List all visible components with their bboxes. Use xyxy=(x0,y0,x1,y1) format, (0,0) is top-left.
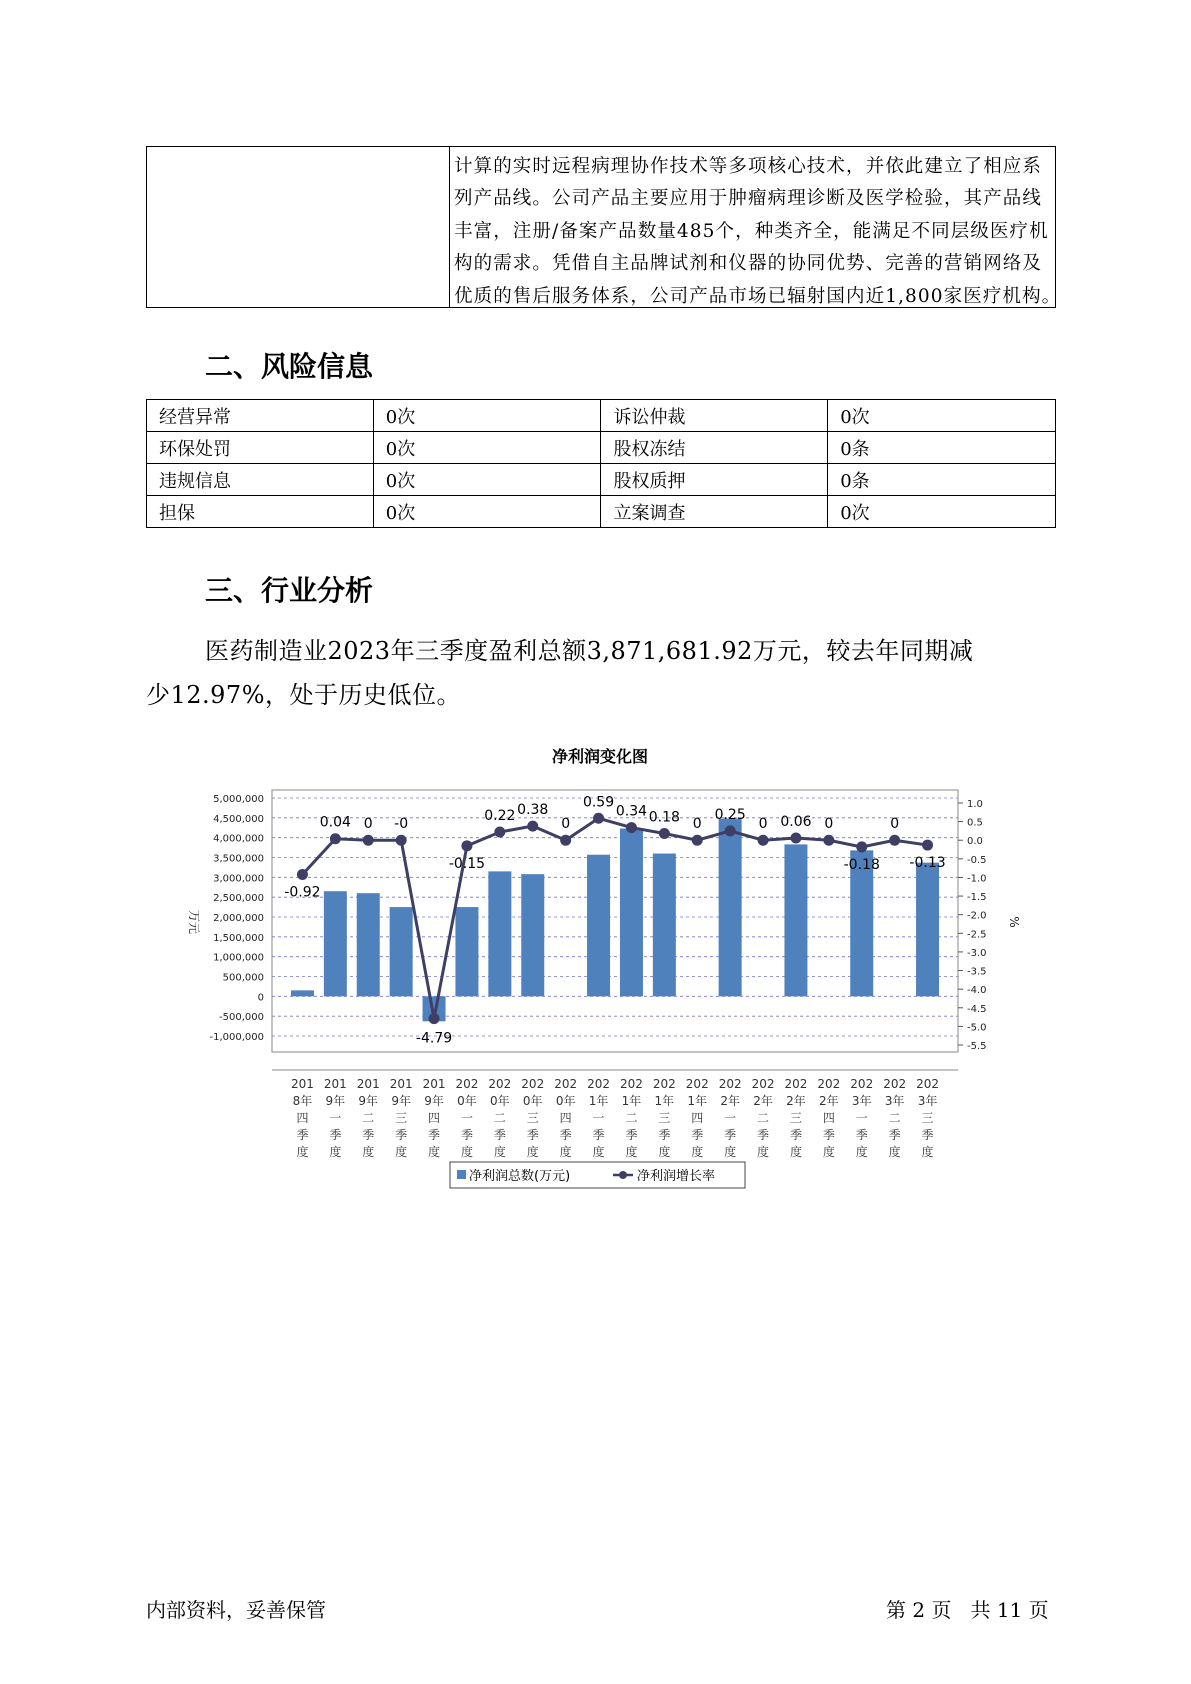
x-tick-label: 度 xyxy=(362,1145,375,1159)
bar xyxy=(488,871,511,996)
y2-tick-label: -5.0 xyxy=(967,1022,987,1034)
growth-rate-point xyxy=(659,828,670,839)
x-tick-label: 季 xyxy=(559,1128,572,1142)
growth-rate-point xyxy=(429,1013,440,1024)
x-tick-label: 度 xyxy=(658,1145,671,1159)
footer-confidential: 内部资料，妥善保管 xyxy=(146,1598,326,1622)
growth-rate-point xyxy=(330,833,341,844)
growth-rate-point xyxy=(856,841,867,852)
x-tick-label: 2年 xyxy=(819,1094,839,1108)
data-label: -0.92 xyxy=(284,884,321,901)
x-tick-label: 季 xyxy=(822,1128,835,1142)
x-tick-label: 202 xyxy=(850,1077,874,1091)
x-tick-label: 202 xyxy=(619,1077,643,1091)
bar xyxy=(324,891,347,996)
legend-line-label: 净利润增长率 xyxy=(637,1169,716,1184)
y-tick-label: 2,000,000 xyxy=(213,913,264,924)
net-profit-chart xyxy=(0,740,1191,1210)
x-tick-label: 一 xyxy=(460,1111,473,1125)
intro-label-cell xyxy=(147,147,450,307)
x-tick-label: 季 xyxy=(493,1128,506,1142)
x-tick-label: 1年 xyxy=(654,1094,675,1108)
x-tick-label: 季 xyxy=(691,1128,704,1142)
y-tick-label: 0 xyxy=(257,992,264,1004)
y2-tick-label: -5.5 xyxy=(967,1041,987,1052)
risk-heading: 二、风险信息 xyxy=(205,350,374,383)
x-tick-label: 二 xyxy=(625,1111,638,1125)
growth-rate-point xyxy=(725,825,736,836)
risk-label: 股权冻结 xyxy=(601,432,828,464)
growth-rate-point xyxy=(823,835,834,846)
bar xyxy=(521,874,544,996)
x-tick-label: 2年 xyxy=(720,1094,740,1108)
x-tick-label: 度 xyxy=(460,1145,473,1159)
growth-rate-point xyxy=(626,822,637,833)
data-label: 0.38 xyxy=(517,802,549,819)
x-tick-label: 202 xyxy=(883,1077,907,1091)
y-axis-label: 万元 xyxy=(187,909,201,935)
y2-tick-label: -4.5 xyxy=(967,1003,987,1015)
data-label: -0.18 xyxy=(843,856,880,873)
x-tick-label: 度 xyxy=(592,1145,605,1159)
x-tick-label: 一 xyxy=(855,1111,868,1125)
x-tick-label: 三 xyxy=(526,1111,539,1125)
x-tick-label: 一 xyxy=(592,1111,605,1125)
data-label: 0 xyxy=(824,816,834,833)
table-row xyxy=(147,464,1056,496)
x-tick-label: 季 xyxy=(395,1128,408,1142)
y2-tick-label: -2.0 xyxy=(967,910,987,922)
x-tick-label: 度 xyxy=(395,1145,408,1159)
risk-value: 0次 xyxy=(373,432,601,464)
data-label: 0.04 xyxy=(319,814,351,831)
y-tick-label: 500,000 xyxy=(222,972,264,984)
table-row xyxy=(147,432,1056,464)
data-label: 0 xyxy=(561,816,571,833)
x-tick-label: 2年 xyxy=(786,1094,806,1108)
x-tick-label: 9年 xyxy=(358,1094,379,1108)
bar xyxy=(916,863,939,997)
risk-label: 股权质押 xyxy=(601,464,828,496)
intro-line: 计算的实时远程病理协作技术等多项核心技术，并依此建立了相应系 xyxy=(454,156,1043,177)
y2-tick-label: -2.5 xyxy=(967,929,987,941)
data-label: -0.13 xyxy=(909,855,946,872)
y2-tick-label: -3.5 xyxy=(967,966,987,978)
intro-line: 优质的售后服务体系，公司产品市场已辐射国内近1,800家医疗机构。 xyxy=(454,285,1062,307)
x-tick-label: 9年 xyxy=(391,1094,411,1108)
x-tick-label: 3年 xyxy=(851,1094,872,1108)
growth-rate-point xyxy=(560,835,571,846)
x-tick-label: 202 xyxy=(521,1077,545,1091)
x-tick-label: 202 xyxy=(685,1077,709,1091)
bar xyxy=(390,907,413,996)
data-label: 0 xyxy=(758,816,768,833)
x-tick-label: 202 xyxy=(554,1077,578,1091)
x-tick-label: 季 xyxy=(855,1128,868,1142)
x-tick-label: 三 xyxy=(658,1111,671,1125)
x-tick-label: 一 xyxy=(329,1111,342,1125)
y-tick-label: -500,000 xyxy=(219,1012,264,1024)
bar xyxy=(784,844,807,996)
x-tick-label: 二 xyxy=(493,1111,506,1125)
risk-table xyxy=(146,399,1056,528)
data-label: -0 xyxy=(394,816,409,833)
bar xyxy=(653,854,676,997)
x-tick-label: 四 xyxy=(428,1111,441,1125)
x-tick-label: 三 xyxy=(789,1111,802,1125)
x-tick-label: 1年 xyxy=(687,1094,708,1108)
bar xyxy=(620,829,643,997)
y2-tick-label: -1.5 xyxy=(967,892,987,904)
x-tick-label: 季 xyxy=(658,1128,671,1142)
x-tick-label: 0年 xyxy=(490,1094,510,1108)
x-tick-label: 季 xyxy=(757,1128,770,1142)
x-tick-label: 0年 xyxy=(457,1094,477,1108)
x-tick-label: 202 xyxy=(587,1077,611,1091)
x-tick-label: 3年 xyxy=(917,1094,938,1108)
x-tick-label: 9年 xyxy=(424,1094,444,1108)
bar xyxy=(357,893,380,996)
x-tick-label: 季 xyxy=(428,1128,441,1142)
chart-title: 净利润变化图 xyxy=(551,747,649,766)
x-tick-label: 度 xyxy=(691,1145,704,1159)
bar xyxy=(719,819,742,997)
bar xyxy=(455,907,478,996)
x-tick-label: 202 xyxy=(784,1077,808,1091)
y-tick-label: 5,000,000 xyxy=(213,794,264,805)
risk-value: 0条 xyxy=(828,464,1056,496)
data-label: 0.34 xyxy=(615,803,648,820)
x-tick-label: 201 xyxy=(389,1077,413,1091)
x-tick-label: 季 xyxy=(592,1128,605,1142)
x-tick-label: 度 xyxy=(428,1145,441,1159)
x-tick-label: 季 xyxy=(329,1128,342,1142)
table-row xyxy=(147,496,1056,528)
growth-rate-point xyxy=(692,835,703,846)
page-number: 第 2 页 共 11 页 xyxy=(886,1598,1049,1622)
growth-rate-point xyxy=(461,840,472,851)
x-tick-label: 四 xyxy=(691,1111,704,1125)
y2-tick-label: -4.0 xyxy=(967,985,987,997)
y2-tick-label: 0.0 xyxy=(967,836,983,848)
data-label: -0.15 xyxy=(448,855,486,872)
risk-value: 0条 xyxy=(828,432,1056,464)
y-tick-label: -1,000,000 xyxy=(209,1032,264,1043)
y2-tick-label: -0.5 xyxy=(967,854,987,866)
growth-rate-point xyxy=(494,827,505,838)
x-tick-label: 度 xyxy=(296,1145,309,1159)
y-tick-label: 1,000,000 xyxy=(213,952,264,964)
x-tick-label: 201 xyxy=(290,1077,314,1091)
x-tick-label: 2年 xyxy=(753,1094,773,1108)
x-tick-label: 四 xyxy=(559,1111,572,1125)
y2-tick-label: 0.5 xyxy=(967,817,983,829)
x-tick-label: 度 xyxy=(921,1145,934,1159)
x-tick-label: 度 xyxy=(855,1145,868,1159)
y-tick-label: 4,500,000 xyxy=(213,813,264,825)
x-tick-label: 度 xyxy=(329,1145,342,1159)
y-tick-label: 3,500,000 xyxy=(213,853,264,865)
x-tick-label: 季 xyxy=(921,1128,934,1142)
x-tick-label: 202 xyxy=(455,1077,479,1091)
intro-line: 列产品线。公司产品主要应用于肿瘤病理诊断及医学检验，其产品线 xyxy=(454,188,1043,210)
x-tick-label: 201 xyxy=(323,1077,347,1091)
industry-paragraph-line: 少12.97%，处于历史低位。 xyxy=(146,681,462,709)
x-tick-label: 度 xyxy=(757,1145,770,1159)
x-tick-label: 三 xyxy=(921,1111,934,1125)
data-label: 0.59 xyxy=(582,794,615,811)
x-tick-label: 度 xyxy=(559,1145,572,1159)
intro-line: 构的需求。凭借自主品牌试剂和仪器的协同优势、完善的营销网络及 xyxy=(454,253,1043,275)
y-tick-label: 3,000,000 xyxy=(213,873,264,885)
x-tick-label: 1年 xyxy=(588,1094,609,1108)
company-intro-table xyxy=(146,146,1062,308)
x-tick-label: 201 xyxy=(356,1077,380,1091)
risk-label: 担保 xyxy=(147,496,374,528)
x-tick-label: 季 xyxy=(296,1128,309,1142)
x-tick-label: 二 xyxy=(757,1111,770,1125)
x-tick-label: 季 xyxy=(362,1128,375,1142)
bar xyxy=(291,990,314,996)
data-label: 0.25 xyxy=(714,806,746,823)
legend-bar-label: 净利润总数(万元) xyxy=(469,1169,571,1184)
data-label: -4.79 xyxy=(415,1030,453,1047)
x-tick-label: 三 xyxy=(395,1111,408,1125)
x-tick-label: 度 xyxy=(625,1145,638,1159)
data-label: 0.22 xyxy=(484,808,516,825)
risk-label: 违规信息 xyxy=(147,464,374,496)
x-tick-label: 度 xyxy=(789,1145,802,1159)
x-tick-label: 202 xyxy=(751,1077,775,1091)
data-label: 0 xyxy=(890,816,900,833)
data-label: 0.18 xyxy=(648,809,680,826)
growth-rate-point xyxy=(363,835,374,846)
legend-line-marker xyxy=(619,1171,627,1179)
x-tick-label: 202 xyxy=(817,1077,841,1091)
x-tick-label: 度 xyxy=(888,1145,901,1159)
legend-bar-swatch xyxy=(457,1170,466,1179)
y2-tick-label: -1.0 xyxy=(967,873,987,885)
data-label: 0 xyxy=(363,816,373,833)
x-tick-label: 3年 xyxy=(884,1094,905,1108)
y2-tick-label: 1.0 xyxy=(967,799,983,810)
risk-value: 0次 xyxy=(373,400,601,432)
growth-rate-point xyxy=(922,840,933,851)
x-tick-label: 季 xyxy=(789,1128,802,1142)
x-tick-label: 季 xyxy=(724,1128,737,1142)
x-tick-label: 8年 xyxy=(292,1094,313,1108)
x-tick-label: 9年 xyxy=(325,1094,346,1108)
bar xyxy=(587,855,610,997)
table-row xyxy=(147,400,1056,432)
growth-rate-point xyxy=(889,835,900,846)
x-tick-label: 202 xyxy=(652,1077,676,1091)
risk-label: 环保处罚 xyxy=(147,432,374,464)
growth-rate-point xyxy=(593,813,604,824)
risk-value: 0次 xyxy=(373,496,601,528)
x-tick-label: 一 xyxy=(724,1111,737,1125)
intro-text-cell xyxy=(450,147,1062,307)
x-tick-label: 0年 xyxy=(522,1094,543,1108)
y-tick-label: 4,000,000 xyxy=(213,833,264,845)
data-label: 0 xyxy=(692,816,702,833)
x-tick-label: 四 xyxy=(296,1111,309,1125)
x-tick-label: 二 xyxy=(362,1111,375,1125)
risk-value: 0次 xyxy=(373,464,601,496)
x-tick-label: 季 xyxy=(888,1128,901,1142)
growth-rate-point xyxy=(527,821,538,832)
x-tick-label: 度 xyxy=(724,1145,737,1159)
risk-label: 诉讼仲裁 xyxy=(601,400,828,432)
risk-label: 经营异常 xyxy=(147,400,374,432)
growth-rate-point xyxy=(396,835,407,846)
x-tick-label: 202 xyxy=(718,1077,742,1091)
x-tick-label: 度 xyxy=(493,1145,506,1159)
y2-tick-label: -3.0 xyxy=(967,947,987,959)
risk-value: 0次 xyxy=(828,400,1056,432)
x-tick-label: 季 xyxy=(625,1128,638,1142)
industry-heading: 三、行业分析 xyxy=(205,574,374,607)
x-tick-label: 度 xyxy=(822,1145,835,1159)
data-label: 0.06 xyxy=(780,813,812,830)
growth-rate-point xyxy=(790,832,801,843)
x-tick-label: 季 xyxy=(526,1128,539,1142)
x-tick-label: 1年 xyxy=(621,1094,642,1108)
risk-label: 立案调查 xyxy=(601,496,828,528)
y-tick-label: 2,500,000 xyxy=(213,893,264,905)
x-tick-label: 二 xyxy=(888,1111,901,1125)
x-tick-label: 季 xyxy=(460,1128,473,1142)
x-tick-label: 201 xyxy=(422,1077,446,1091)
industry-paragraph-line: 医药制造业2023年三季度盈利总额3,871,681.92万元，较去年同期减 xyxy=(205,637,974,665)
x-tick-label: 0年 xyxy=(555,1094,576,1108)
x-tick-label: 四 xyxy=(822,1111,835,1125)
risk-value: 0次 xyxy=(828,496,1056,528)
growth-rate-point xyxy=(297,869,308,880)
intro-line: 丰富，注册/备案产品数量485个，种类齐全，能满足不同层级医疗机 xyxy=(454,220,1049,242)
x-tick-label: 度 xyxy=(526,1145,539,1159)
growth-rate-point xyxy=(758,835,769,846)
y2-axis-label: % xyxy=(1007,916,1021,928)
x-tick-label: 202 xyxy=(488,1077,512,1091)
y-tick-label: 1,500,000 xyxy=(213,932,264,944)
x-tick-label: 202 xyxy=(916,1077,940,1091)
